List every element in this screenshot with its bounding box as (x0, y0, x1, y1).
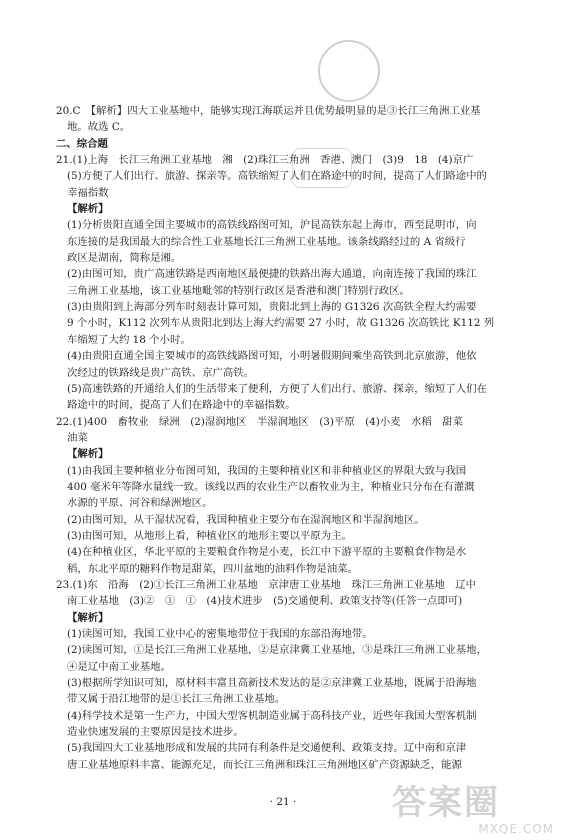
text-line: 地。故选 C。 (67, 121, 131, 134)
text-line: (5)我国四大工业基地形成和发展的共同有利条件是交通便利、政策支持。辽中南和京津 (67, 742, 467, 755)
text-line: (4)在种植业区，华北平原的主要粮食作物是小麦，长江中下游平原的主要粮食作物是水 (67, 546, 467, 559)
text-line: 车缩短了大约 18 个小时。 (67, 333, 191, 346)
text-line: (1)读图可知，我国工业中心的密集地带位于我国的东部沿海地带。 (67, 628, 373, 640)
text-line: (3)根据所学知识可知，原材料丰富且高新技术发达的是②京津冀工业基地，既属于沿海地 (67, 677, 477, 690)
stamp-seal (318, 40, 380, 102)
text-line: (3)由图可知，从地形上看，种植业区的地形主要以平原为主。 (67, 529, 352, 542)
text-line: 400 毫米年等降水量线一致。该线以西的农业生产以畜牧业为主，种植业只分布在有灌溉 (67, 480, 475, 493)
text-line: ④是辽中南工业基地。 (67, 660, 171, 673)
text-line: 次经过的铁路线是贵广高铁、京广高铁。 (67, 366, 255, 379)
text-line: 二、综合题 (56, 137, 108, 150)
text-line: 带又属于沿江地带的是①长江三角洲工业基地。 (67, 693, 286, 706)
text-line: 20.C 【解析】四大工业基地中，能够实现江海联运并且优势最明显的是③长江三角洲工业基 (56, 105, 481, 117)
answer-text-body (56, 103, 522, 773)
watermark-url: MXQE.COM (478, 822, 554, 836)
text-line: 稻，东北平原的糖料作物是甜菜，四川盆地的油料作物是油菜。 (67, 562, 358, 575)
text-line: 幸福指数 (67, 186, 109, 199)
text-line: 油菜 (67, 431, 88, 444)
page-number: · 21 · (269, 796, 297, 808)
text-line: 【解析】 (67, 203, 109, 216)
text-line: 唐工业基地原料丰富、能源充足，而长江三角洲和珠江三角洲地区矿产资源缺乏，能源 (67, 758, 462, 771)
text-line: (1)由我国主要种植业分布图可知，我国的主要种植业区和非种植业区的界限大致与我国 (67, 464, 467, 477)
text-line: 三角洲工业基地，该工业基地毗邻的特别行政区是香港和澳门特别行政区。 (67, 284, 410, 297)
watermark (392, 784, 562, 836)
text-line: (1)分析贵阳直通全国主要城市的高铁线路图可知，沪昆高铁东起上海市，西至昆明市，向 (67, 219, 477, 232)
text-line: (2)由图可知，从干湿状况看，我国种植业主要分布在湿润地区和半湿润地区。 (67, 513, 425, 526)
text-line: 南工业基地 (3)② ① ① (4)技术进步 (5)交通便利、政策支持等(任答一点即可) (67, 595, 463, 608)
text-line: 23.(1)东 沿海 (2)①长江三角洲工业基地 京津唐工业基地 珠江三角洲工业基地 辽中 (56, 578, 477, 591)
text-line: 造业快速发展的主要原因是技术进步。 (67, 726, 244, 739)
text-line: 水源的平原、河谷和绿洲地区。 (67, 497, 213, 510)
text-line: 9 个小时，K112 次列车从贵阳北到达上海大约需要 27 小时，故 G1326 次高铁比 K112 列 (67, 317, 495, 330)
text-line: 东连接的是我国最大的综合性工业基地长江三角洲工业基地。该条线路经过的 A 省级行 (67, 235, 466, 248)
text-line: (3)由贵阳到上海部分列车时刻表计算可知，贵阳北到上海的 G1326 次高铁全程大约需要 (67, 301, 477, 314)
text-line: (2)由图可知，贵广高速铁路是西南地区最便捷的铁路出海大通道，向南连接了我国的珠江 (67, 268, 477, 281)
text-line: 【解析】 (67, 611, 109, 624)
text-line: 路途中的时间，提高了人们在路途中的幸福指数。 (67, 399, 296, 412)
watermark-text: 答案圈 (392, 783, 500, 823)
text-line: (5)方便了人们出行、旅游、探亲等。高铁缩短了人们在路途中的时间，提高了人们路途中的 (67, 170, 487, 183)
text-line: (4)由贵阳直通全国主要城市的高铁线路图可知，小明暑假期间乘坐高铁到北京旅游，他依 (67, 350, 477, 363)
text-line: 22.(1)400 畜牧业 绿洲 (2)湿润地区 半湿润地区 (3)平原 (4)小麦 水稻 甜菜 (56, 415, 463, 428)
text-line: (4)科学技术是第一生产力，中国大型客机制造业属于高科技产业，近些年我国大型客机制 (67, 709, 477, 722)
text-line: (5)高速铁路的开通给人们的生活带来了便利，方便了人们出行、旅游、探亲，缩短了人们在 (67, 382, 487, 395)
text-line: 政区是湖南，简称是湘。 (67, 252, 182, 265)
text-line: 21.(1)上海 长江三角洲工业基地 湘 (2)珠江三角洲 香港、澳门 (3)9 18 (4)京广 (56, 154, 474, 167)
text-line: (2)读图可知，①是长江三角洲工业基地，②是京津冀工业基地，③是珠江三角洲工业基地， (67, 644, 487, 657)
text-line: 【解析】 (67, 448, 109, 461)
